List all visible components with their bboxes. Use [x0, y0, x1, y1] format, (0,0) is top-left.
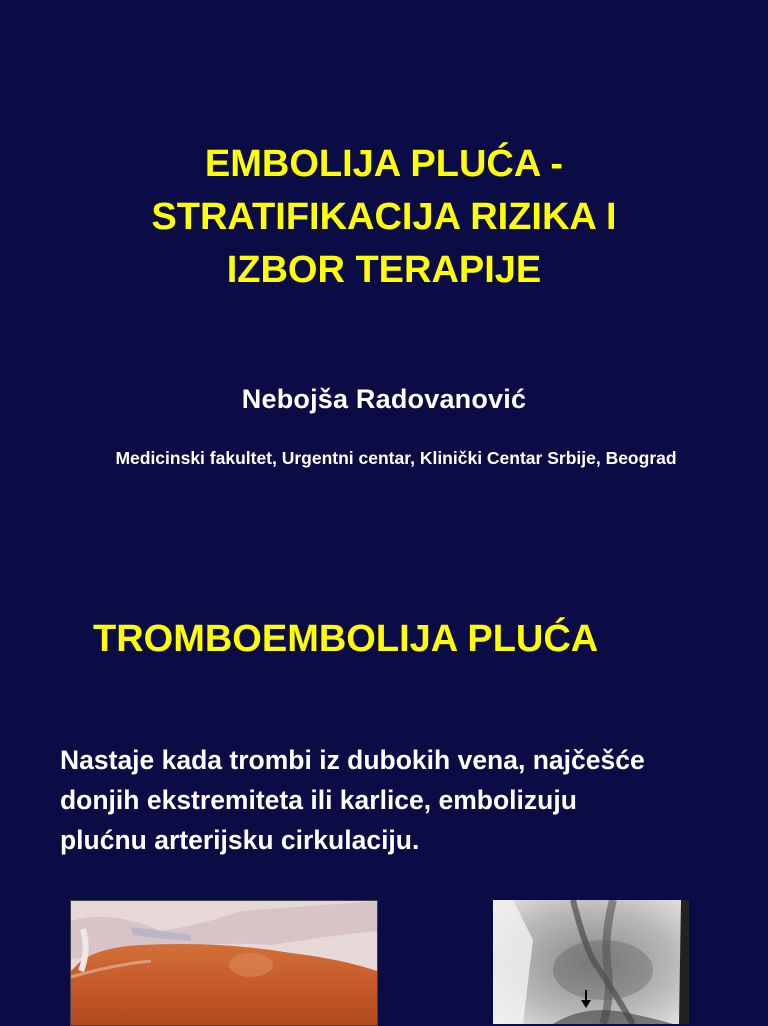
presentation-title: EMBOLIJA PLUĆA - STRATIFIKACIJA RIZIKA I IZBOR TERAPIJE — [151, 143, 617, 291]
slide-title: TROMBOEMBOLIJA PLUĆA — [93, 618, 599, 660]
slide-body-text: Nastaje kada trombi iz dubokih vena, najčešće donjih ekstremiteta ili karlice, embolizuju plućnu arterijsku cirkulaciju. — [60, 745, 645, 855]
author-affiliation: Medicinski fakultet, Urgentni centar, Klinički Centar Srbije, Beograd — [115, 448, 677, 468]
swollen-leg-illustration — [71, 901, 377, 1025]
content-slide — [0, 560, 768, 1024]
author-name: Nebojša Radovanović — [241, 384, 527, 414]
venogram-illustration — [493, 900, 689, 1024]
venogram-xray-image — [493, 900, 689, 1024]
swollen-leg-photo — [70, 900, 378, 1026]
